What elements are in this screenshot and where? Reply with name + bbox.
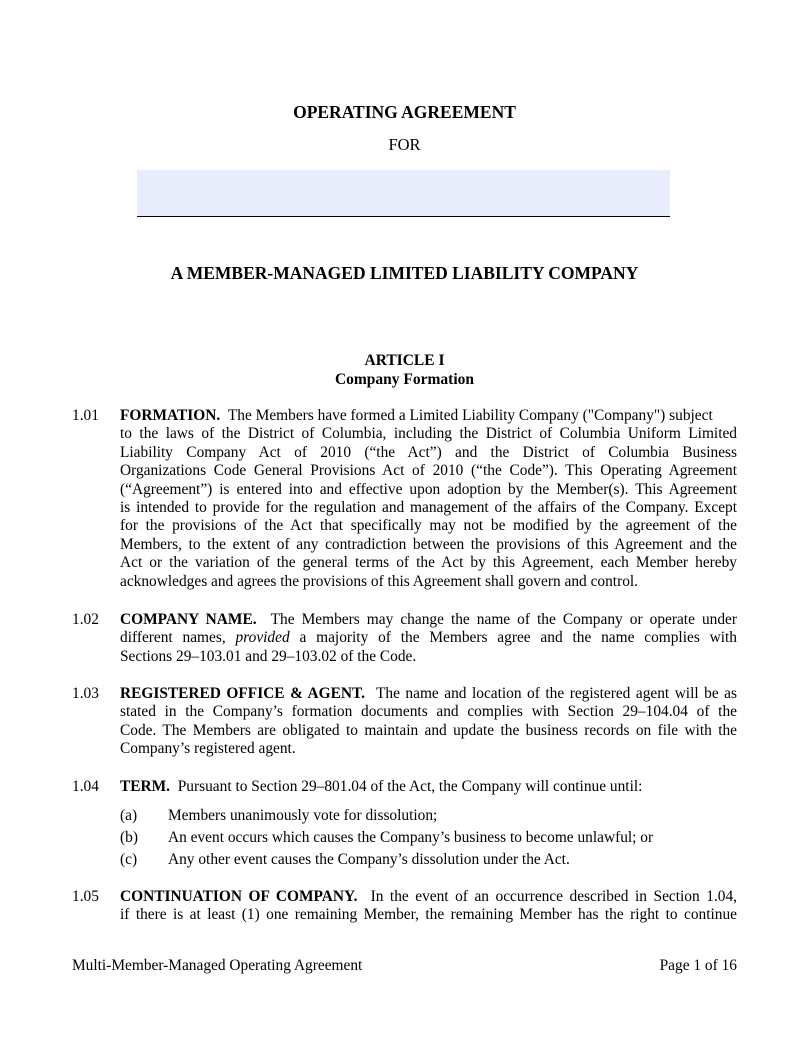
list-item-text: Any other event causes the Company’s dissolution under the Act. (168, 851, 570, 868)
footer-page-number: Page 1 of 16 (659, 957, 737, 974)
company-name-field[interactable] (137, 170, 670, 217)
section-text-line: The Members have formed a Limited Liability Company ("Company") subject (227, 407, 713, 424)
section-heading: REGISTERED OFFICE & AGENT. (120, 685, 365, 702)
emphasis-text: provided (235, 629, 290, 647)
section-text-line: a majority of the Members agree and the name complies with (299, 629, 737, 647)
section-1-05 (120, 888, 737, 925)
section-text-line: Liability Company Act of 2010 (“the Act”) and the District of Columbia Business (120, 443, 737, 461)
section-heading: COMPANY NAME. (120, 611, 257, 628)
section-text-line: to the laws of the District of Columbia, including the District of Columbia Uniform Limited (120, 425, 737, 443)
list-item-letter: (b) (120, 829, 138, 846)
section-text-line: stated in the Company’s formation documents and complies with Section 29–104.04 of the (120, 703, 737, 721)
section-number: 1.02 (72, 611, 99, 628)
section-text-line: Act or the variation of the general terms of the Act by this Agreement, each Member hereby (120, 554, 737, 572)
section-number: 1.05 (72, 888, 99, 905)
section-text-line: for the provisions of the Act that specifically may not be modified by the agreement of the (120, 517, 737, 535)
article-name: Company Formation (334, 371, 475, 388)
section-number: 1.04 (72, 778, 99, 795)
section-1-02 (120, 611, 737, 666)
document-title: OPERATING AGREEMENT (293, 102, 516, 122)
for-label: FOR (388, 135, 421, 154)
section-heading: CONTINUATION OF COMPANY. (120, 888, 358, 905)
section-text-line: Organizations Code General Provisions Act of 2010 (“the Code”). This Operating Agreement (120, 462, 737, 480)
footer-document-name: Multi-Member-Managed Operating Agreement (72, 957, 363, 974)
list-item-letter: (a) (120, 807, 138, 824)
section-text-line: if there is at least (1) one remaining Member, the remaining Member has the right to continue (120, 906, 737, 924)
section-text-line: acknowledges and agrees the provisions of this Agreement shall govern and control. (120, 572, 639, 590)
section-heading: TERM. (120, 778, 171, 795)
section-text-line: Members, to the extent of any contradiction between the provisions of this Agreement and the (120, 535, 737, 553)
document-subtitle: A MEMBER-MANAGED LIMITED LIABILITY COMPANY (170, 263, 639, 283)
list-item-text: An event occurs which causes the Company’s business to become unlawful; or (168, 829, 654, 846)
section-text-line: (“Agreement”) is entered into and effective upon adoption by the Member(s). This Agreement (120, 480, 737, 498)
section-text-line: In the event of an occurrence described in Section 1.04, (370, 888, 737, 905)
list-item-letter: (c) (120, 851, 138, 868)
article-number: ARTICLE I (364, 352, 445, 369)
list-item-text: Members unanimously vote for dissolution; (168, 807, 438, 824)
section-1-04 (120, 778, 737, 796)
section-text-line: Company’s registered agent. (120, 740, 296, 758)
section-1-03 (120, 685, 737, 759)
section-text-line: Sections 29–103.01 and 29–103.02 of the Code. (120, 647, 417, 665)
section-text-line: Pursuant to Section 29–801.04 of the Act, the Company will continue until: (177, 778, 643, 795)
section-text-line: is intended to provide for the regulation and management of the affairs of the Company. Except (120, 498, 737, 516)
section-heading: FORMATION. (120, 407, 221, 424)
section-text-line: different names, (120, 629, 226, 647)
section-number: 1.01 (72, 407, 99, 424)
section-text-line: Code. The Members are obligated to maintain and update the business records on file with the (120, 721, 737, 739)
section-text-line: The Members may change the name of the Company or operate under (270, 611, 737, 628)
section-text-line: The name and location of the registered agent will be as (376, 685, 737, 702)
section-1-01 (120, 407, 737, 591)
section-number: 1.03 (72, 685, 99, 702)
